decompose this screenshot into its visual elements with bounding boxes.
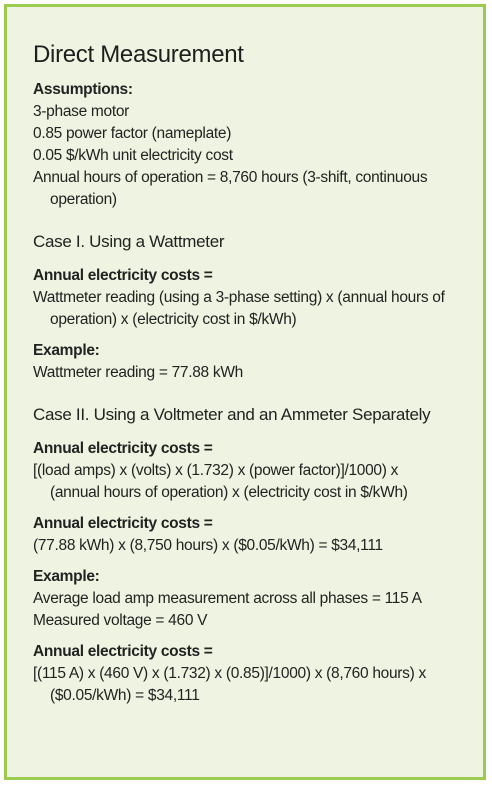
case1-costs-label: Annual electricity costs = xyxy=(33,267,213,284)
case1-example-value: Wattmeter reading = 77.88 kWh xyxy=(33,364,243,381)
panel-title: Direct Measurement xyxy=(33,41,244,68)
case2-calculation: ($0.05/kWh) = $34,111 xyxy=(50,687,200,704)
case2-formula-line: [(load amps) x (volts) x (1.732) x (power factor)]/1000) x xyxy=(33,462,399,479)
case2-costs-label: Annual electricity costs = xyxy=(33,643,213,660)
case2-calculation: (77.88 kWh) x (8,750 hours) x ($0.05/kWh) = $34,111 xyxy=(33,537,383,554)
assumption-item-continuation: operation) xyxy=(50,191,117,208)
assumptions-section xyxy=(33,79,467,211)
case2-calculation: [(115 A) x (460 V) x (1.732) x (0.85)]/1000) x (8,760 hours) x xyxy=(33,665,426,682)
case1-example-label: Example: xyxy=(33,342,100,359)
assumption-item: 0.05 $/kWh unit electricity cost xyxy=(33,147,233,164)
case1-heading: Case I. Using a Wattmeter xyxy=(33,232,225,251)
case2-example-label: Example: xyxy=(33,568,100,585)
case1-formula-line: operation) x (electricity cost in $/kWh) xyxy=(50,311,297,328)
case2-example-line: Average load amp measurement across all phases = 115 A xyxy=(33,590,422,607)
direct-measurement-panel xyxy=(4,4,486,780)
assumption-item: Annual hours of operation = 8,760 hours (3-shift, continuous xyxy=(33,169,428,186)
case2-costs-label: Annual electricity costs = xyxy=(33,515,213,532)
case2-formula-line: (annual hours of operation) x (electricity cost in $/kWh) xyxy=(50,484,408,501)
case2-section xyxy=(33,404,467,707)
assumption-item: 0.85 power factor (nameplate) xyxy=(33,125,232,142)
case2-heading: Case II. Using a Voltmeter and an Ammeter Separately xyxy=(33,405,431,424)
assumptions-heading: Assumptions: xyxy=(33,81,133,98)
case2-example-line: Measured voltage = 460 V xyxy=(33,612,208,629)
case2-costs-label: Annual electricity costs = xyxy=(33,440,213,457)
case1-formula-line: Wattmeter reading (using a 3-phase setting) x (annual hours of xyxy=(33,289,445,306)
assumption-item: 3-phase motor xyxy=(33,103,130,120)
case1-section xyxy=(33,231,467,384)
